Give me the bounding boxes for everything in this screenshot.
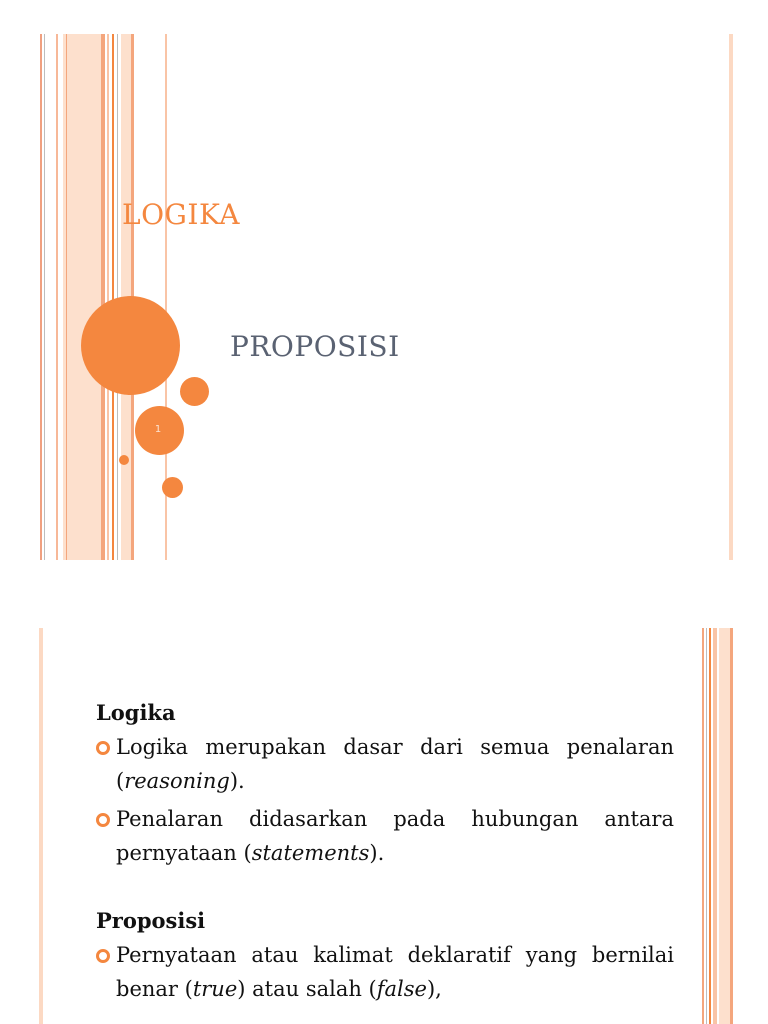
bullet-text: [116, 735, 674, 793]
bullet-circle-icon: [96, 741, 110, 755]
tiny-circle: [119, 455, 129, 465]
text-run: Logika merupakan dasar dari semua penalaran (: [116, 735, 674, 793]
bullet-circle-icon: [96, 813, 110, 827]
section-heading-logika: Logika: [96, 700, 176, 725]
slide-title: LOGIKA: [122, 198, 240, 231]
page-number: 1: [154, 424, 162, 435]
italic-term: false: [376, 977, 427, 1001]
text-run: ),: [426, 977, 442, 1001]
text-run: ).: [229, 769, 245, 793]
text-run: ).: [369, 841, 385, 865]
text-run: ) atau salah (: [237, 977, 377, 1001]
italic-term: statements: [251, 841, 370, 865]
slide-subtitle: PROPOSISI: [230, 330, 400, 363]
text-run: Pernyataan atau kalimat deklaratif yang bernilai benar (: [116, 943, 674, 1001]
bullet-item: [96, 802, 674, 870]
text-run: Penalaran didasarkan pada hubungan antara pernyataan (: [116, 807, 674, 865]
bullet-circle-icon: [96, 949, 110, 963]
small-circle: [162, 477, 183, 498]
bullet-text: [116, 807, 674, 865]
italic-term: reasoning: [124, 769, 230, 793]
section-heading-proposisi: Proposisi: [96, 908, 206, 933]
large-circle: [81, 296, 180, 395]
slide-content: [96, 696, 674, 1006]
bullet-item: [96, 730, 674, 798]
content-slide: [0, 628, 768, 1024]
bullet-text: [116, 943, 674, 1001]
bullet-item: [96, 938, 674, 1006]
medium-circle: [180, 377, 209, 406]
italic-term: true: [192, 977, 238, 1001]
